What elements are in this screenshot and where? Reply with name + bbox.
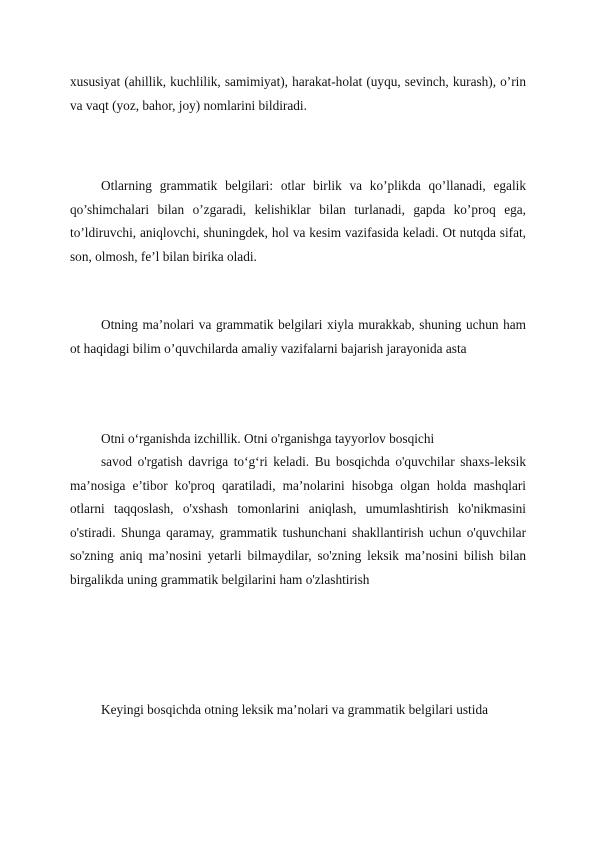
paragraph-sequence-heading: Otni o‘rganishda izchillik. Otni o'rganishga tayyorlov bosqichi bbox=[101, 431, 435, 446]
paragraph-next-stage: Keyingi bosqichda otning leksik ma’nolari va grammatik belgilari ustida bbox=[101, 702, 488, 717]
paragraph-preparatory-stage: savod o'rgatish davriga to‘g‘ri keladi. Bu bosqichda o'quvchilar shaxs-leksik ma’nosiga e’tibor ko'proq qaratiladi, ma’nolarini hisobga olgan holda mashqlari otlarni taqqoslash, o'xshash tomonlarini aniqlash, umumlashtirish ko'nikmasini o'stiradi. Shunga qaramay, grammatik tushunchani shakllantirish uchun o'quvchilar so'zning aniq ma’nosini yetarli bilmaydilar, so'zning leksik ma’nosini bilish bilan birgalikda uning grammatik belgilarini ham o'zlashtirish bbox=[70, 454, 526, 587]
paragraph-grammatical-features: Otlarning grammatik belgilari: otlar birlik va ko’plikda qo’llanadi, egalik qo’shimchalari bilan o’zgaradi, kelishiklar bilan turlanadi, gapda ko’proq ega, to’ldiruvchi, aniqlovchi, shuningdek, hol va kesim vazifasida keladi. Ot nutqda sifat, son, olmosh, fe’l bilan birika oladi. bbox=[70, 178, 526, 264]
paragraph-noun-meanings: xususiyat (ahillik, kuchlilik, samimiyat), harakat-holat (uyqu, sevinch, kurash), o’rin va vaqt (yoz, bahor, joy) nomlarini bildiradi. bbox=[70, 74, 526, 113]
paragraph-complexity: Otning ma’nolari va grammatik belgilari xiyla murakkab, shuning uchun ham ot haqidagi bilim o’quvchilarda amaliy vazifalarni bajarish jarayonida asta bbox=[70, 317, 526, 356]
